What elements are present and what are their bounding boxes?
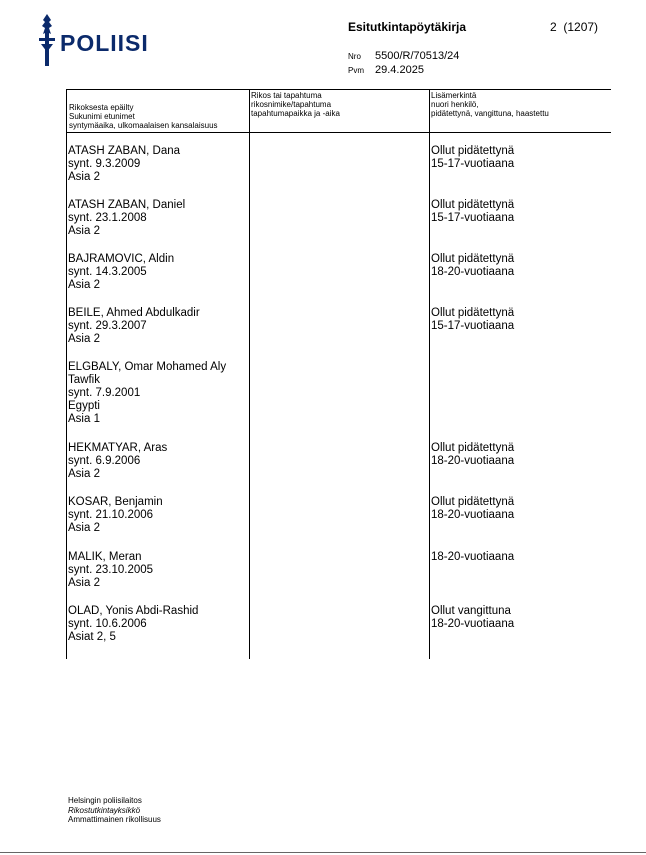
column-header-suspect: Rikoksesta epäilty Sukunimi etunimet syntymäaika, ulkomaalaisen kansalaisuus xyxy=(69,103,218,130)
case-number-label: Nro xyxy=(348,52,361,61)
document-date xyxy=(348,64,424,76)
suspect-entry: BAJRAMOVIC, Aldin synt. 14.3.2005 Asia 2 xyxy=(68,253,175,291)
suspect-remark: Ollut vangittuna 18-20-vuotiaana xyxy=(431,605,515,630)
document-date-label: Pvm xyxy=(348,66,364,75)
suspect-remark: Ollut pidätettynä 15-17-vuotiaana xyxy=(431,145,515,170)
page-number-current: 2 xyxy=(550,20,557,34)
page-bottom-rule xyxy=(0,852,646,853)
table-col2-rule xyxy=(249,89,250,659)
suspect-entry: ATASH ZABAN, Dana synt. 9.3.2009 Asia 2 xyxy=(68,145,181,183)
police-logo xyxy=(36,12,166,68)
footer-line: Ammattimainen rikollisuus xyxy=(68,815,161,824)
column-header-offence: Rikos tai tapahtuma rikosnimike/tapahtuma tapahtumapaikka ja -aika xyxy=(251,91,340,118)
page-number-total: (1207) xyxy=(563,20,599,34)
table-header-rule xyxy=(66,132,611,133)
suspect-entry: MALIK, Meran synt. 23.10.2005 Asia 2 xyxy=(68,551,154,589)
suspect-remark: Ollut pidätettynä 18-20-vuotiaana xyxy=(431,442,515,467)
page-number xyxy=(550,20,598,34)
footer-line: Helsingin poliisilaitos xyxy=(68,796,142,805)
table-col3-rule xyxy=(429,89,430,659)
suspect-entry: OLAD, Yonis Abdi-Rashid synt. 10.6.2006 Asiat 2, 5 xyxy=(68,605,199,643)
document-title: Esitutkintapöytäkirja xyxy=(348,20,467,34)
suspect-remark: Ollut pidätettynä 15-17-vuotiaana xyxy=(431,199,515,224)
suspect-entry: ATASH ZABAN, Daniel synt. 23.1.2008 Asia 2 xyxy=(68,199,186,237)
suspect-remark: Ollut pidätettynä 18-20-vuotiaana xyxy=(431,253,515,278)
case-number xyxy=(348,50,459,62)
police-emblem-icon xyxy=(36,12,58,68)
table-top-rule xyxy=(66,89,611,90)
table-left-rule xyxy=(66,89,67,659)
logo-wordmark: POLIISI xyxy=(60,30,149,56)
suspect-remark: Ollut pidätettynä 15-17-vuotiaana xyxy=(431,307,515,332)
column-header-remarks: Lisämerkintä nuori henkilö, pidätettynä, vangittuna, haastettu xyxy=(431,91,549,118)
suspect-entry: HEKMATYAR, Aras synt. 6.9.2006 Asia 2 xyxy=(68,442,168,480)
document-date-value: 29.4.2025 xyxy=(375,64,424,76)
footer-department xyxy=(68,796,161,825)
suspect-entry: BEILE, Ahmed Abdulkadir synt. 29.3.2007 Asia 2 xyxy=(68,307,200,345)
suspect-remark: Ollut pidätettynä 18-20-vuotiaana xyxy=(431,496,515,521)
case-number-value: 5500/R/70513/24 xyxy=(375,50,460,62)
suspect-entry: ELGBALY, Omar Mohamed Aly Tawfik synt. 7.9.2001 Egypti Asia 1 xyxy=(68,361,227,425)
footer-line: Rikostutkintayksikkö xyxy=(68,805,141,815)
suspect-remark: 18-20-vuotiaana xyxy=(431,551,515,563)
suspect-entry: KOSAR, Benjamin synt. 21.10.2006 Asia 2 xyxy=(68,496,163,534)
